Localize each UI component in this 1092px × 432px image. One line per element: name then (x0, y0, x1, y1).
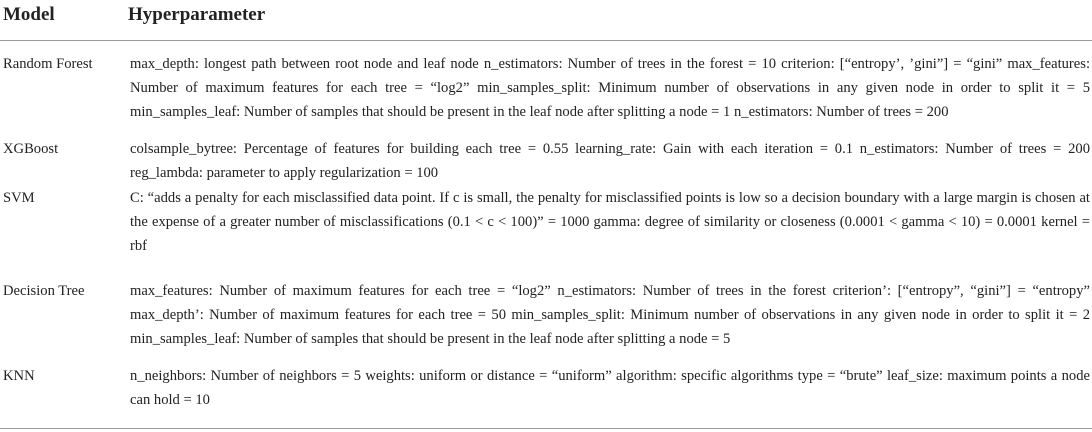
table-header-row (0, 0, 1092, 41)
model-cell: Random Forest (3, 56, 93, 72)
hyperparameter-cell: C: “adds a penalty for each misclassified data point. If c is small, the penalty for misclassified points is low so a decision boundary with a large margin is chosen at the expense of a greater number of misclassifications (0.1 < c < 100)” = 1000 gamma: degree of similarity or closeness (0.0001 < gamma < 10) = 0.0001 kernel = rbf (130, 190, 1090, 254)
column-header-hyperparameter: Hyperparameter (128, 4, 266, 25)
model-cell: Decision Tree (3, 283, 85, 299)
hyperparameter-cell: n_neighbors: Number of neighbors = 5 weights: uniform or distance = “uniform” algorithm: specific algorithms type = “brute” leaf_size: maximum points a node can hold = 10 (130, 368, 1090, 408)
table-bottom-rule (0, 428, 1092, 429)
hyperparameter-cell: max_depth: longest path between root node and leaf node n_estimators: Number of trees in the forest = 10 criterion: [“entropy’, ’gini”] = “gini” max_features: Number of maximum features for each tree = “log2” min_samples_split: Minimum number of observations in any given node in order to split it = 5 min_samples_leaf: Number of samples that should be present in the leaf node after splitting a node = 1 n_estimators: Number of trees = 200 (130, 56, 1090, 120)
model-cell: XGBoost (3, 141, 59, 157)
column-header-model: Model (3, 4, 55, 25)
hyperparameter-cell: max_features: Number of maximum features for each tree = “log2” n_estimators: Number of trees in the forest criterion’: [“entropy”, “gini”] = “entropy” max_depth’: Number of maximum features for each tree = 50 min_samples_split: Minimum number of observations in any given node in order to split it = 2 min_samples_leaf: Number of samples that should be present in the leaf node after splitting a node = 5 (130, 283, 1090, 347)
hyperparameter-cell: colsample_bytree: Percentage of features for building each tree = 0.55 learning_rate: Gain with each iteration = 0.1 n_estimators: Number of trees = 200 reg_lambda: parameter to apply regularization = 100 (130, 141, 1090, 181)
model-cell: KNN (3, 368, 35, 384)
model-cell: SVM (3, 190, 35, 206)
